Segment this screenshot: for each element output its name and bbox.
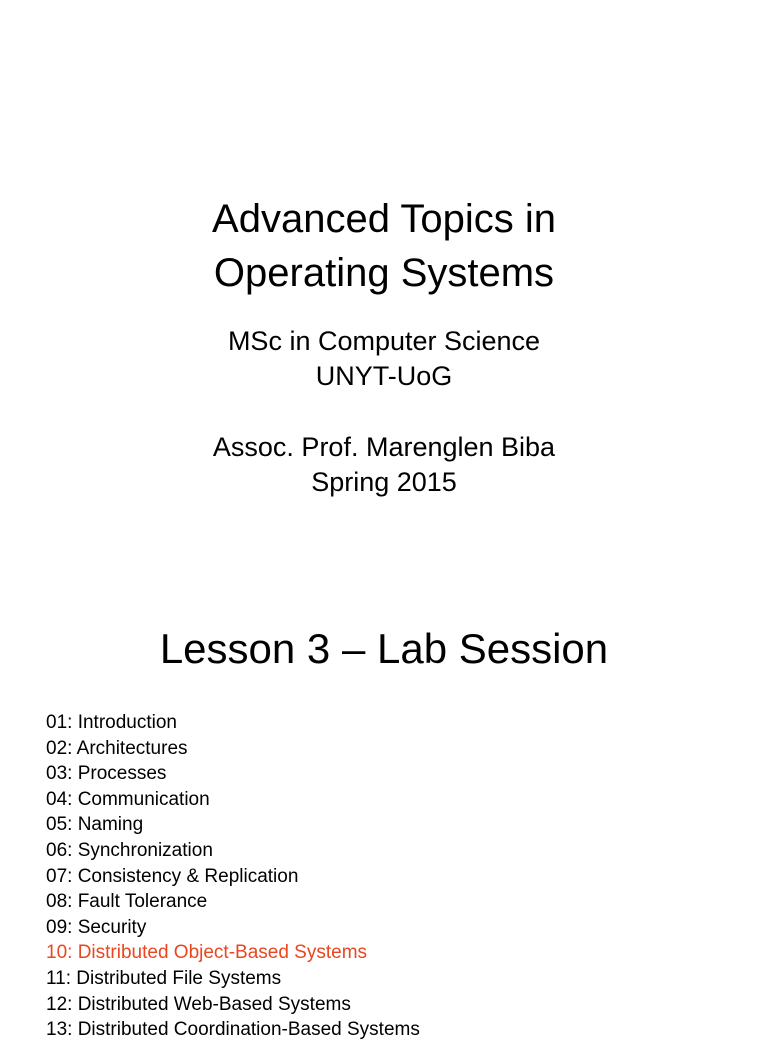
term: Spring 2015 (311, 467, 457, 497)
lesson-heading: Lesson 3 – Lab Session (159, 625, 609, 672)
toc-item: 08: Fault Tolerance (46, 891, 208, 913)
toc-item: 12: Distributed Web-Based Systems (46, 993, 351, 1015)
course-title (0, 192, 768, 300)
toc-item: 13: Distributed Coordination-Based Systems (46, 1019, 420, 1041)
toc-item: 05: Naming (46, 814, 144, 836)
spacer (0, 394, 768, 430)
toc-item: 11: Distributed File Systems (46, 967, 282, 989)
toc-item: 01: Introduction (46, 712, 177, 733)
toc-item: 04: Communication (46, 788, 210, 810)
course-info (0, 324, 768, 500)
table-of-contents (46, 710, 420, 1043)
course-title-line-2: Operating Systems (213, 251, 555, 295)
toc-item: 03: Processes (46, 763, 167, 785)
toc-item: 06: Synchronization (46, 839, 213, 861)
toc-item: 09: Security (46, 916, 147, 938)
toc-item: 07: Consistency & Replication (46, 865, 299, 887)
toc-item-current: 10: Distributed Object-Based Systems (46, 942, 368, 964)
program-name: MSc in Computer Science (227, 326, 541, 356)
course-title-line-1: Advanced Topics in (212, 197, 556, 241)
toc-item: 02: Architectures (46, 737, 188, 759)
institution-name: UNYT-UoG (315, 361, 453, 391)
instructor-name: Assoc. Prof. Marenglen Biba (212, 432, 556, 462)
